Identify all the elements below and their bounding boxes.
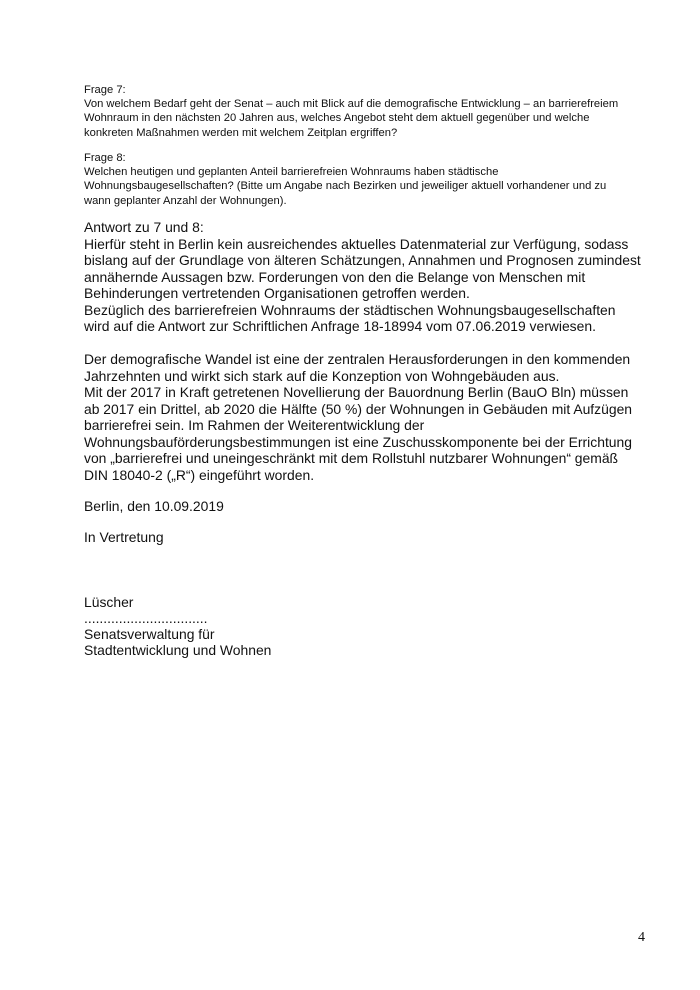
question-7-line-2: Wohnraum in den nächsten 20 Jahren aus, welches Angebot steht dem aktuell gegenüber und welche [84,112,590,125]
question-7-line-1: Von welchem Bedarf geht der Senat – auch mit Blick auf die demografische Entwicklung – an barrierefreiem [84,98,619,111]
answer-p1-line-6: wird auf die Antwort zur Schriftlichen Anfrage 18-18994 vom 07.06.2019 verwiesen. [84,318,596,334]
answer-p1-line-4: Behinderungen vertretenden Organisationen getroffen werden. [84,285,470,301]
department-line-1: Senatsverwaltung für [84,626,215,642]
department-line-2: Stadtentwicklung und Wohnen [84,642,272,658]
question-8-line-3: wann geplanter Anzahl der Wohnungen). [84,194,287,207]
answer-p1-line-5: Bezüglich des barrierefreien Wohnraums der städtischen Wohnungsbaugesellschaften [84,301,616,318]
question-8-line-1: Welchen heutigen und geplanten Anteil barrierefreien Wohnraums haben städtische [84,166,499,179]
answer-p1-line-1: Hierfür steht in Berlin kein ausreichendes aktuelles Datenmaterial zur Verfügung, sodass [84,235,629,252]
signatory-name: Lüscher [84,594,134,610]
answer-p2-line-4: ab 2017 ein Drittel, ab 2020 die Hälfte (50 %) der Wohnungen in Gebäuden mit Aufzügen [84,400,633,417]
signature-dots: ................................ [84,610,208,626]
question-7-heading: Frage 7: [84,84,126,96]
question-7-line-3: konkreten Maßnahmen werden mit welchem Zeitplan ergriffen? [84,126,398,139]
answer-p2-line-2: Jahrzehnten und wirkt sich stark auf die Konzeption von Wohngebäuden aus. [84,367,560,384]
answer-p2-line-7: von „barrierefrei und uneingeschränkt mit dem Rollstuhl nutzbarer Wohnungen“ gemäß [84,450,619,466]
answer-p2-line-5: barrierefrei sein. Im Rahmen der Weiterentwicklung der [84,417,425,433]
question-8-heading: Frage 8: [84,152,126,164]
answer-p1-line-2: bislang auf der Grundlage von älteren Schätzungen, Annahmen und Prognosen zumindest [84,252,641,268]
answer-paragraph-2 [84,351,684,483]
answer-p1-line-3: annähernde Aussagen bzw. Forderungen von den die Belange von Menschen mit [84,268,586,285]
question-8-block [84,151,684,208]
answer-block [84,219,684,335]
answer-p2-line-3: Mit der 2017 in Kraft getretenen Novellierung der Bauordnung Berlin (BauO Bln) müssen [84,384,629,400]
answer-p2-line-6: Wohnungsbauförderungsbestimmungen ist eine Zuschusskomponente bei der Errichtung [84,433,632,450]
page-number: 4 [638,930,645,945]
answer-heading: Antwort zu 7 und 8: [84,219,204,235]
question-8-line-2: Wohnungsbaugesellschaften? (Bitte um Angabe nach Bezirken und jeweiliger aktuell vorhandener und zu [84,180,607,193]
representation-note: In Vertretung [84,529,164,545]
question-7-block [84,83,684,140]
answer-p2-line-1: Der demografische Wandel ist eine der zentralen Herausforderungen in den kommenden [84,351,631,367]
answer-p2-line-8: DIN 18040-2 („R“) eingeführt worden. [84,466,315,483]
place-date: Berlin, den 10.09.2019 [84,498,224,514]
